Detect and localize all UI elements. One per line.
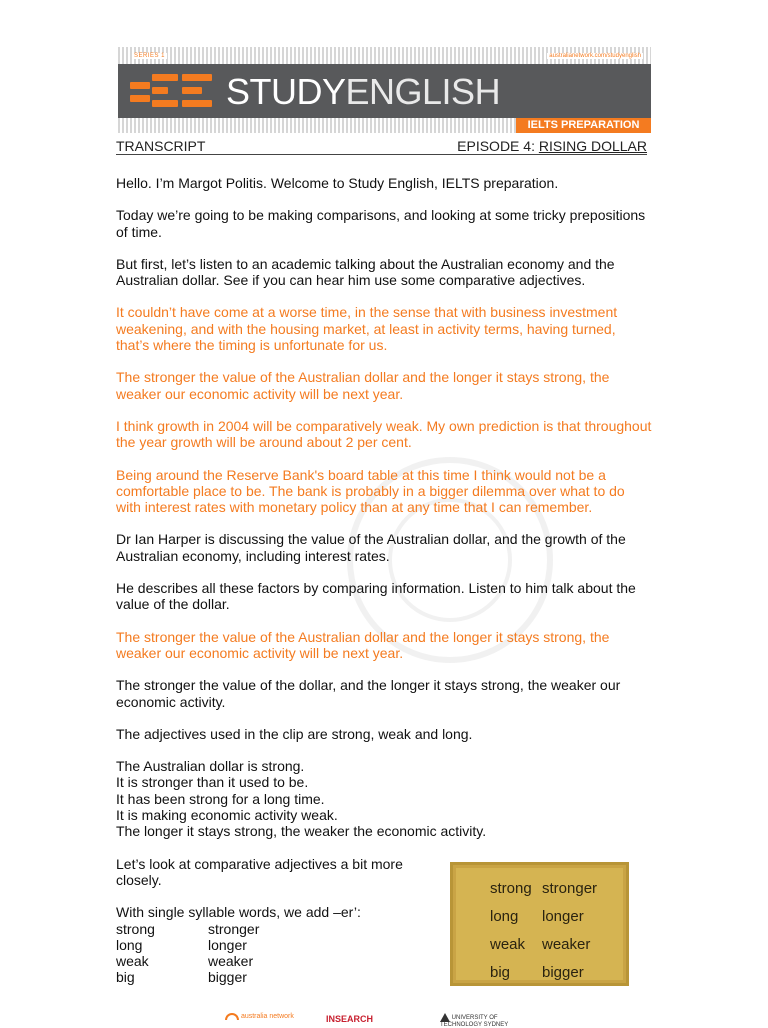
paragraph-summary: The stronger the value of the dollar, and the longer it stays strong, the weaker our economic activity. (116, 677, 621, 710)
series-label: SERIES 1 (134, 53, 166, 59)
word-comparative: stronger (208, 920, 260, 937)
word-base: big (116, 968, 135, 985)
word-base: long (116, 936, 143, 953)
australia-network-text: australia network (240, 1012, 294, 1020)
comparatives-image-inner (456, 868, 623, 980)
study-english-banner (118, 47, 651, 133)
paragraph-today: Today we’re going to be making comparisons, and looking at some tricky prepositions of time. (116, 207, 646, 240)
banner-main (118, 64, 651, 118)
quote-worse-time: It couldn’t have come at a worse time, in the sense that with business investment weakening, and with the housing market, at least in activity terms, having turned, that’s where the timing is unfortunate for us. (116, 304, 618, 354)
word-row (116, 953, 259, 969)
transcript-label: TRANSCRIPT (116, 138, 206, 154)
title-english: ENGLISH (345, 71, 501, 112)
paragraph-intro: Hello. I’m Margot Politis. Welcome to Study English, IELTS preparation. (116, 175, 559, 191)
footer-logos (225, 1009, 525, 1028)
quote-growth-2004: I think growth in 2004 will be comparatively weak. My own prediction is that throughout the year growth will be around about 2 per cent. (116, 417, 652, 451)
gold-word-comparative: weaker (542, 936, 591, 953)
gold-word-base: long (490, 908, 519, 925)
gold-word-base: big (490, 964, 511, 981)
uts-logo (440, 1013, 525, 1028)
word-row (116, 937, 259, 953)
comparatives-image-box (450, 862, 629, 986)
uts-text: UNIVERSITY OF TECHNOLOGY SYDNEY (440, 1015, 509, 1028)
paragraph-harper: Dr Ian Harper is discussing the value of the Australian dollar, and the growth of the Australian economy, including interest rates. (116, 531, 626, 564)
quote-stronger-value: The stronger the value of the Australian dollar and the longer it stays strong, the weaker our economic activity will be next year. (116, 369, 610, 402)
word-comparative: longer (208, 936, 247, 953)
banner-top-stripe (118, 47, 651, 64)
study-english-logo-icon (130, 74, 216, 108)
gold-word-base: weak (490, 936, 526, 953)
quote-stronger-value-repeat: The stronger the value of the Australian dollar and the longer it stays strong, the weaker our economic activity will be next year. (116, 628, 610, 661)
word-comparative: weaker (208, 952, 254, 969)
example-line: It has been strong for a long time. (116, 790, 325, 807)
banner-title (226, 70, 500, 114)
example-line: The Australian dollar is strong. (116, 758, 305, 775)
paragraph-describes: He describes all these factors by comparing information. Listen to him talk about the value of the dollar. (116, 580, 636, 613)
word-row (116, 921, 259, 937)
word-row (116, 969, 259, 985)
australia-network-icon (225, 1011, 239, 1021)
comparative-word-table (116, 921, 259, 985)
paragraph-first: But first, let’s listen to an academic talking about the Australian economy and the Australian dollar. See if you can hear him use some comparative adjectives. (116, 255, 615, 289)
word-base: strong (116, 920, 155, 937)
word-comparative: bigger (208, 968, 247, 985)
gold-word-comparative: bigger (542, 964, 584, 981)
title-study: STUDY (226, 71, 346, 112)
gold-word-comparative: longer (542, 908, 584, 925)
uts-crest-icon (440, 1013, 450, 1022)
insearch-logo: INSEARCH (326, 1014, 374, 1024)
paragraph-single-syllable: With single syllable words, we add –er’: (116, 904, 361, 921)
paragraph-adjectives: The adjectives used in the clip are strong, weak and long. (116, 725, 473, 742)
episode-label (457, 138, 647, 154)
transcript-header (116, 137, 647, 155)
example-line: It is stronger than it used to be. (116, 774, 309, 791)
quote-reserve-bank: Being around the Reserve Bank's board table at this time I think would not be a comfortable place to be. The bank is probably in a bigger dilemma over what to do with interest rates with monetary policy than at any time that I can remember. (116, 466, 625, 516)
australia-network-logo (225, 1011, 294, 1021)
episode-prefix: EPISODE 4: (457, 138, 539, 154)
gold-word-base: strong (490, 880, 532, 897)
example-line: It is making economic activity weak. (116, 807, 338, 824)
banner-url: australianetwork.com/studyenglish (549, 53, 641, 59)
paragraph-look-closely: Let’s look at comparative adjectives a bit more closely. (116, 855, 403, 888)
example-line: The longer it stays strong, the weaker the economic activity. (116, 823, 487, 840)
word-base: weak (116, 952, 149, 969)
gold-word-comparative: stronger (542, 880, 598, 897)
episode-title: RISING DOLLAR (538, 138, 647, 154)
ielts-tag: IELTS PREPARATION (516, 118, 651, 133)
